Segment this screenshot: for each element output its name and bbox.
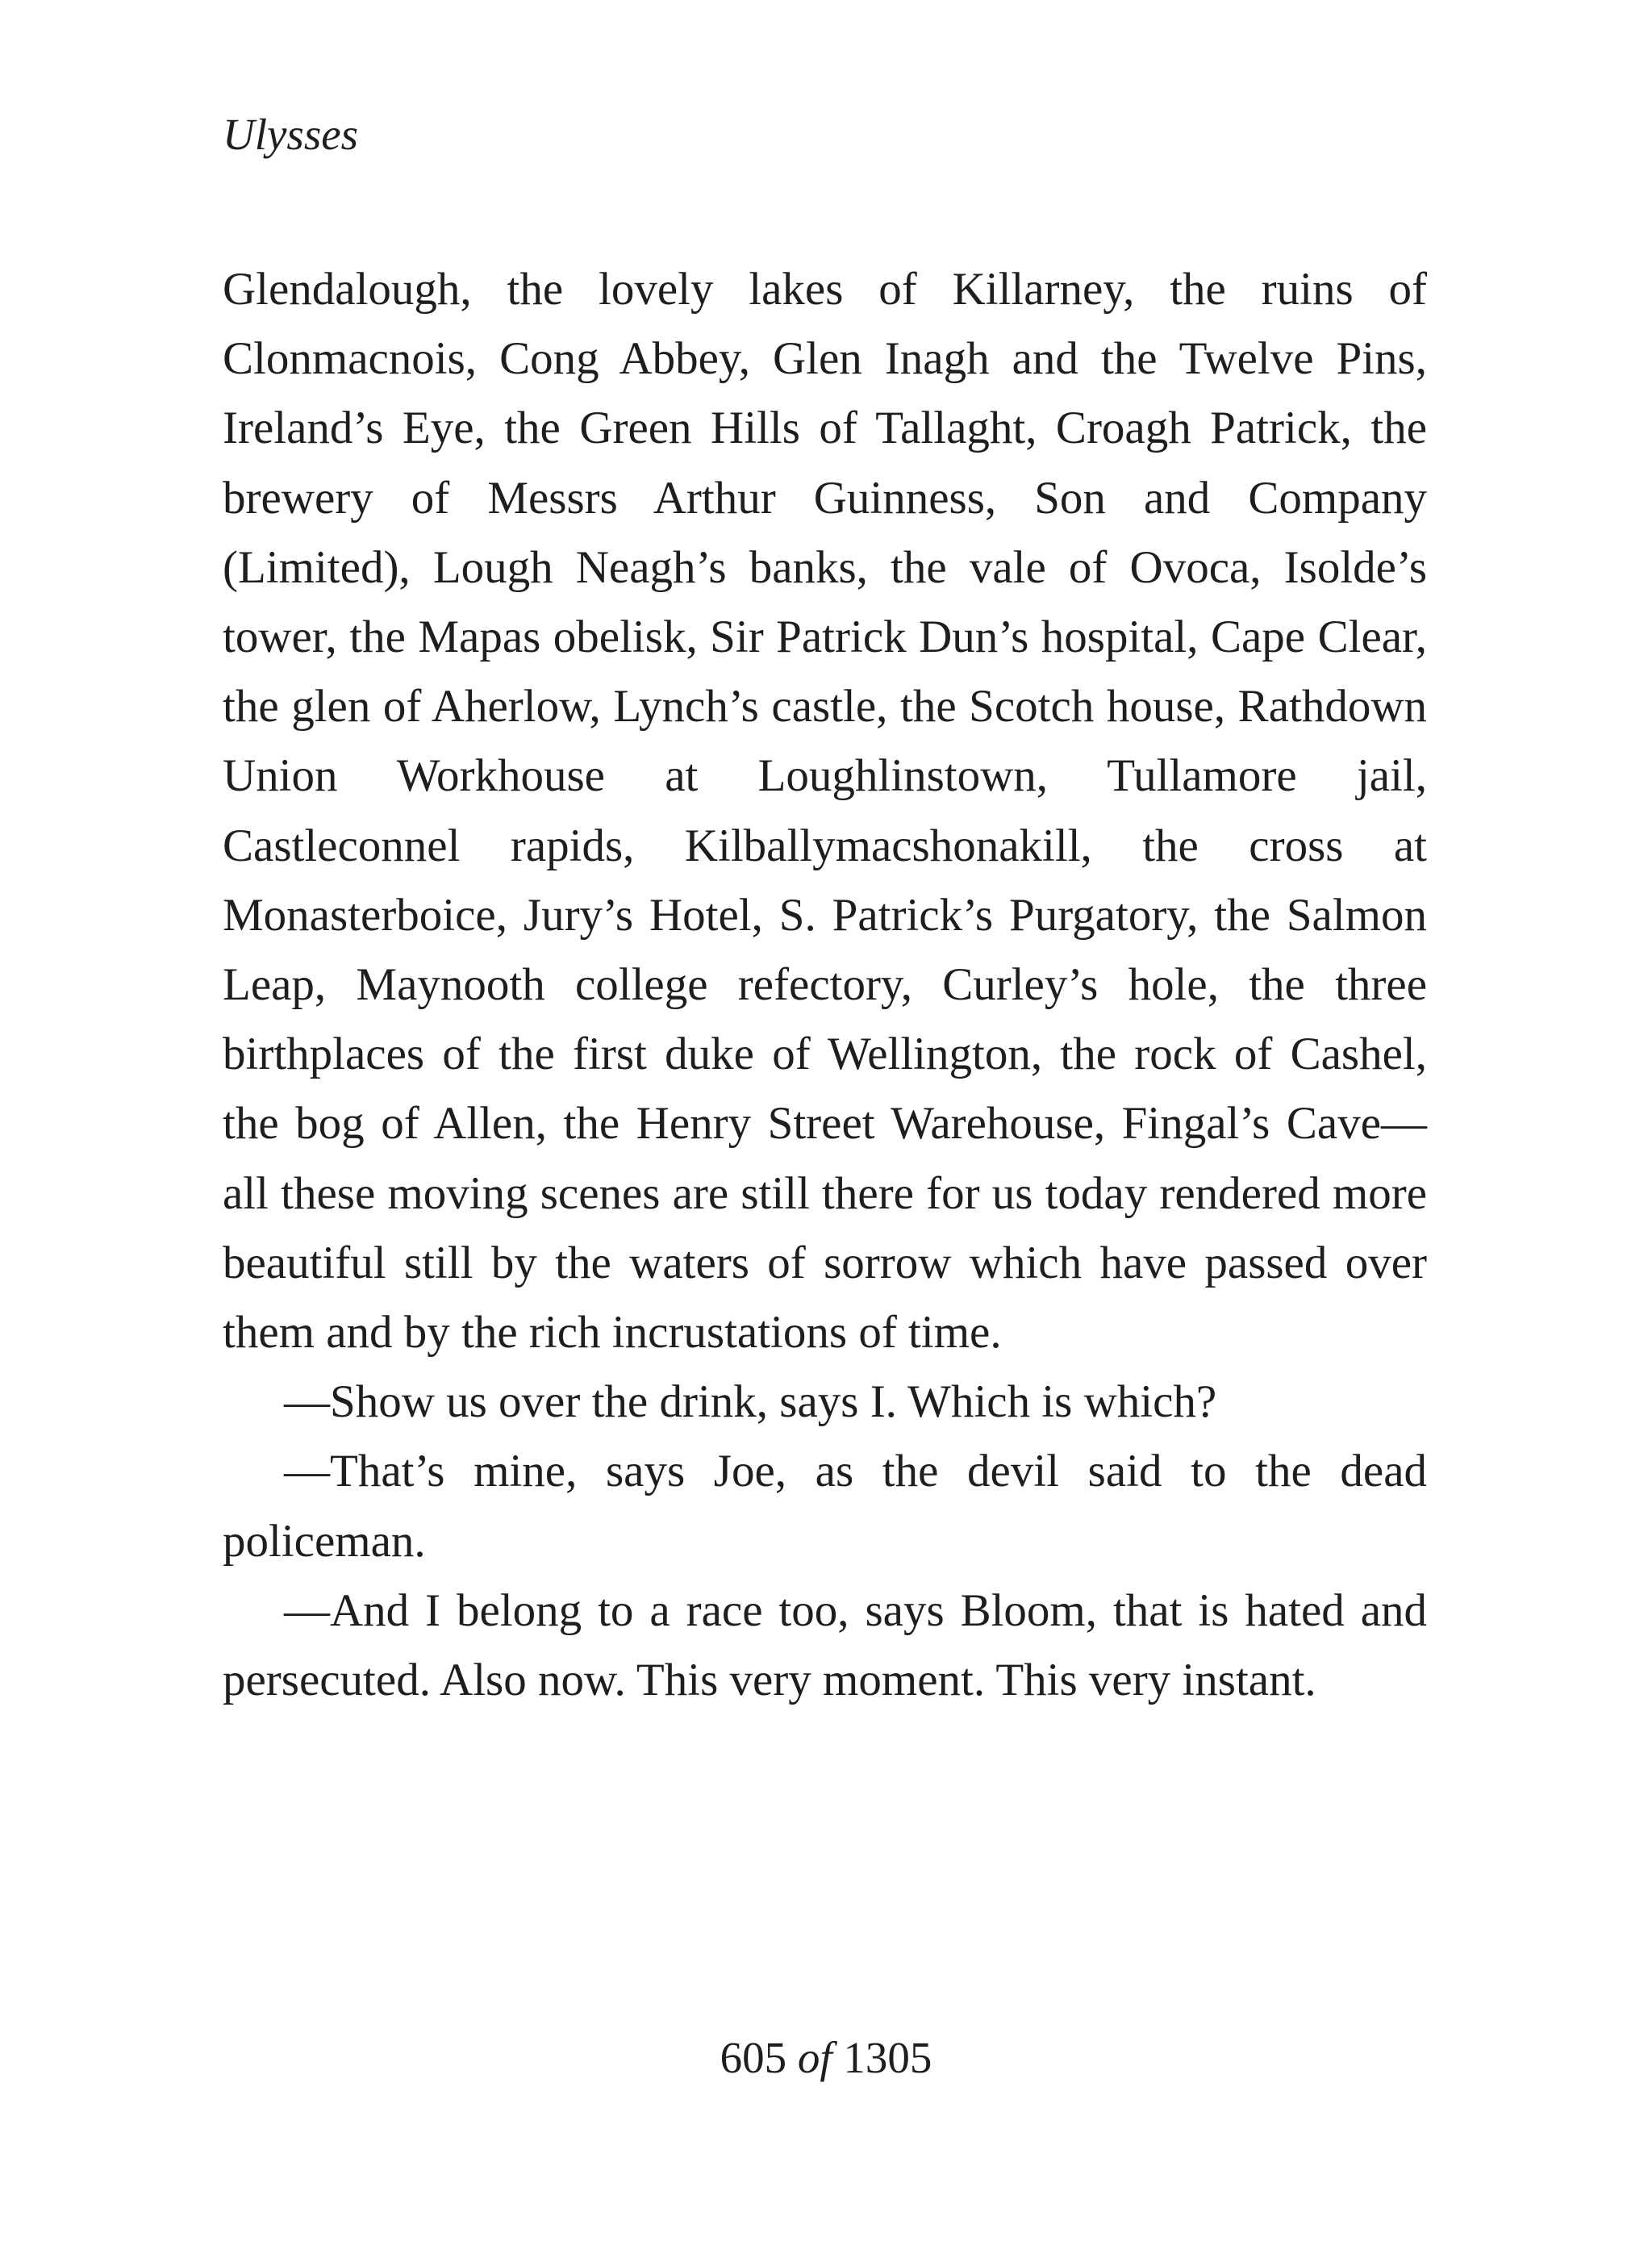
paragraph-dialogue: —That’s mine, says Joe, as the devil said to the dead policeman. bbox=[223, 1446, 1427, 1567]
running-title: Ulysses bbox=[223, 110, 359, 159]
page-number bbox=[0, 2030, 1652, 2086]
total-page-count: 1305 bbox=[843, 2033, 932, 2082]
current-page-number: 605 bbox=[720, 2033, 787, 2082]
page-body bbox=[223, 255, 1427, 1715]
paragraph-dialogue: —Show us over the drink, says I. Which is which? bbox=[284, 1376, 1217, 1428]
page-of-label: of bbox=[797, 2033, 832, 2082]
paragraph-dialogue: —And I belong to a race too, says Bloom, that is hated and persecuted. Also now. This very moment. This very instant. bbox=[223, 1584, 1427, 1706]
paragraph-continued: Glendalough, the lovely lakes of Killarney, the ruins of Clonmacnois, Cong Abbey, Glen Inagh and the Twelve Pins, Ireland’s Eye, the Green Hills of Tallaght, Croagh Patrick, the brewery of Messrs Arthur Guinness, Son and Company (Limited), Lough Neagh’s banks, the vale of Ovoca, Isolde’s tower, the Mapas obelisk, Sir Patrick Dun’s hospital, Cape Clear, the glen of Aherlow, Lynch’s castle, the Scotch house, Rathdown Union Workhouse at Loughlinstown, Tullamore jail, Castleconnel rapids, Kilballymacshonakill, the cross at Monasterboice, Jury’s Hotel, S. Patrick’s Purgatory, the Salmon Leap, Maynooth college refectory, Curley’s hole, the three birthplaces of the first duke of Wellington, the rock of Cashel, the bog of Allen, the Henry Street Warehouse, Fingal’s Cave—all these moving scenes are still there for us today rendered more beautiful still by the waters of sorrow which have passed over them and by the rich incrustations of time. bbox=[223, 264, 1427, 1359]
